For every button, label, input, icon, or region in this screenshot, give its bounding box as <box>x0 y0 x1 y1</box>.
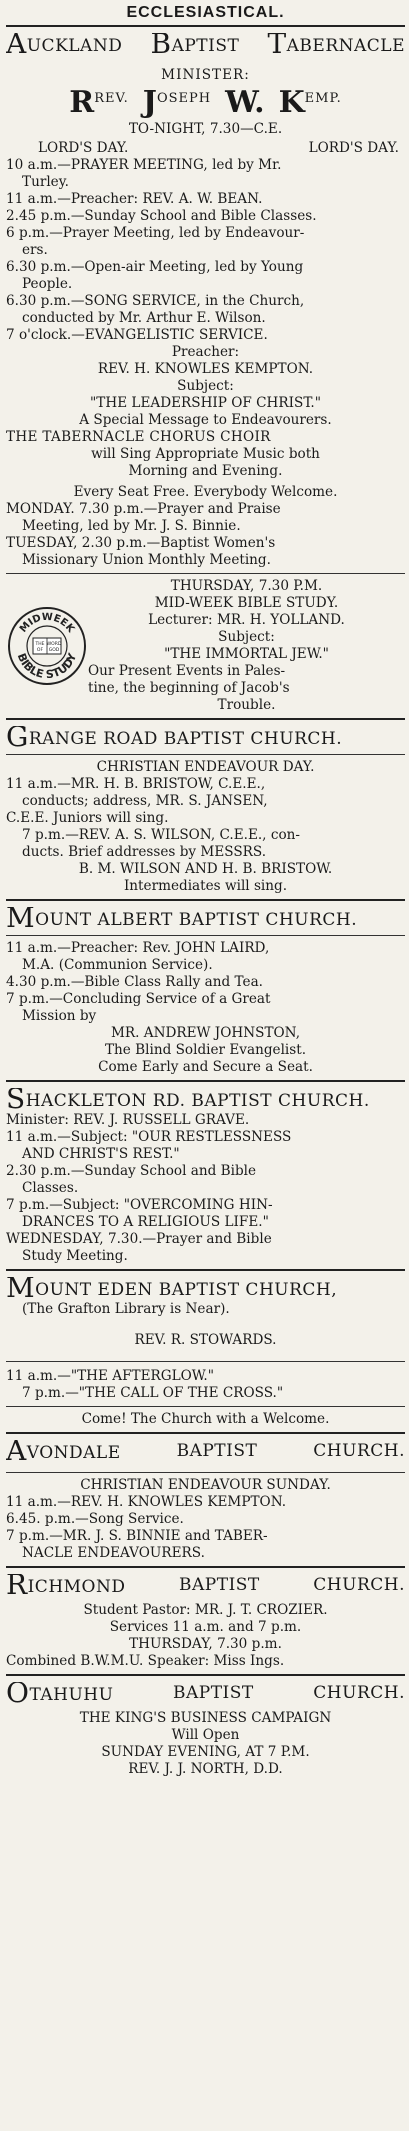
title-text: RANGE ROAD BAPTIST CHURCH. <box>28 729 343 749</box>
service-line: 11 a.m.—MR. H. B. BRISTOW, C.E.E., <box>6 776 266 792</box>
chorus-line: Morning and Evening. <box>128 463 283 479</box>
title-text: CHURCH. <box>313 1683 405 1703</box>
service-line: 11 a.m.—REV. H. KNOWLES KEMPTON. <box>6 1494 287 1510</box>
ad-shackleton-rd <box>6 1082 405 1271</box>
ad-richmond <box>6 1568 405 1676</box>
title-text: BAPTIST <box>176 1441 258 1461</box>
church-title <box>6 1088 405 1112</box>
service-line: conducts; address, MR. S. JANSEN, <box>22 793 268 809</box>
title-drop-cap: G <box>6 726 29 750</box>
midweek-block <box>6 578 405 714</box>
service-line: 7 p.m.—Subject: "OVERCOMING HIN- <box>6 1197 273 1213</box>
title-drop-cap: A <box>6 1440 27 1464</box>
lords-day-row <box>6 138 405 157</box>
service-line: 2.30 p.m.—Sunday School and Bible <box>6 1163 257 1179</box>
service-line: 7 p.m.—REV. A. S. WILSON, C.E.E., con- <box>22 827 300 843</box>
service-line: ducts. Brief addresses by MESSRS. <box>22 844 267 860</box>
service-line: 7 o'clock.—EVANGELISTIC SERVICE. <box>6 327 268 343</box>
church-title <box>6 1440 405 1464</box>
service-line: THE KING'S BUSINESS CAMPAIGN <box>79 1710 332 1726</box>
minister-mid: W. <box>225 85 265 120</box>
midweek-line: Lecturer: MR. H. YOLLAND. <box>148 612 345 628</box>
midweek-bible-study-logo <box>6 578 88 714</box>
service-line: Services 11 a.m. and 7 p.m. <box>109 1619 302 1635</box>
service-line: 11 a.m.—"THE AFTERGLOW." <box>6 1368 214 1384</box>
service-line: 6.45. p.m.—Song Service. <box>6 1511 184 1527</box>
title-text: CHURCH. <box>313 1575 405 1595</box>
service-line: 10 a.m.—PRAYER MEETING, led by Mr. <box>6 157 282 173</box>
service-line: 2.45 p.m.—Sunday School and Bible Classes. <box>6 208 317 224</box>
subject-label: Subject: <box>177 378 234 394</box>
midweek-line: Our Present Events in Pales- <box>88 663 286 679</box>
title-drop-cap: M <box>6 1277 36 1301</box>
minister-name: REV. R. STOWARDS. <box>134 1332 277 1348</box>
church-title <box>6 1682 405 1706</box>
title-text: OUNT ALBERT BAPTIST CHURCH. <box>35 910 358 930</box>
minister-rev: REV. <box>94 91 129 106</box>
title-drop-cap: S <box>6 1088 26 1112</box>
service-line: Intermediates will sing. <box>123 878 288 894</box>
midweek-line: "THE IMMORTAL JEW." <box>164 646 329 662</box>
logo-top-text: MIDWEEK <box>17 611 77 635</box>
service-line: 7 p.m.—Concluding Service of a Great <box>6 991 271 1007</box>
service-line: 7 p.m.—"THE CALL OF THE CROSS." <box>22 1385 284 1401</box>
service-line: People. <box>22 276 73 292</box>
service-line: The Blind Soldier Evangelist. <box>104 1042 307 1058</box>
title-drop-cap: T <box>267 33 287 57</box>
service-line: 6 p.m.—Prayer Meeting, led by Endeavour- <box>6 225 305 241</box>
minister-last-rest: EMP. <box>304 91 342 106</box>
section-heading: CHRISTIAN ENDEAVOUR DAY. <box>96 759 315 775</box>
tuesday-line: TUESDAY, 2.30 p.m.—Baptist Women's <box>6 535 276 551</box>
service-line: Minister: REV. J. RUSSELL GRAVE. <box>6 1112 250 1128</box>
chorus-line: THE TABERNACLE CHORUS CHOIR <box>6 429 271 445</box>
minister-first-drop: J <box>142 85 157 120</box>
divider <box>6 1361 405 1362</box>
title-text: HACKLETON RD. BAPTIST CHURCH. <box>25 1091 370 1111</box>
service-line: 11 a.m.—Subject: "OUR RESTLESSNESS <box>6 1129 292 1145</box>
minister-last-drop: K <box>278 85 305 120</box>
lords-day-left: LORD'S DAY. <box>38 140 129 156</box>
ad-mount-eden <box>6 1271 405 1434</box>
title-drop-cap: M <box>6 907 36 931</box>
church-title <box>6 726 405 750</box>
service-line: Will Open <box>171 1727 240 1743</box>
midweek-line: Trouble. <box>217 697 276 713</box>
service-line: Classes. <box>22 1180 79 1196</box>
church-subtitle: (The Grafton Library is Near). <box>22 1301 230 1317</box>
subject-text: "THE LEADERSHIP OF CHRIST." <box>90 395 321 411</box>
midweek-line: Subject: <box>218 629 275 645</box>
tonight-line: TO-NIGHT, 7.30—C.E. <box>128 121 283 137</box>
divider <box>6 935 405 936</box>
service-line: 7 p.m.—MR. J. S. BINNIE and TABER- <box>6 1528 268 1544</box>
monday-line: Meeting, led by Mr. J. S. Binnie. <box>22 518 241 534</box>
ad-mount-albert <box>6 901 405 1082</box>
midweek-line: THURSDAY, 7.30 P.M. <box>170 578 323 594</box>
divider <box>6 754 405 755</box>
ad-grange-road <box>6 720 405 901</box>
divider <box>6 1406 405 1407</box>
title-text: OUNT EDEN BAPTIST CHURCH, <box>35 1280 338 1300</box>
chorus-line: will Sing Appropriate Music both <box>91 446 320 462</box>
monday-line: MONDAY. 7.30 p.m.—Prayer and Praise <box>6 501 281 517</box>
service-line: 4.30 p.m.—Bible Class Rally and Tea. <box>6 974 264 990</box>
service-line: C.E.E. Juniors will sing. <box>6 810 169 826</box>
title-text: TAHUHU <box>29 1685 114 1705</box>
logo-book-text: WORD <box>46 642 62 647</box>
title-text: UCKLAND <box>26 36 123 56</box>
service-line: 11 a.m.—Preacher: REV. A. W. BEAN. <box>6 191 263 207</box>
logo-book-text: GOD <box>48 648 60 653</box>
service-line: 6.30 p.m.—SONG SERVICE, in the Church, <box>6 293 305 309</box>
ad-avondale <box>6 1434 405 1568</box>
service-line: WEDNESDAY, 7.30.—Prayer and Bible <box>6 1231 272 1247</box>
ad-auckland-tabernacle <box>6 27 405 720</box>
divider <box>6 1472 405 1473</box>
midweek-line: tine, the beginning of Jacob's <box>88 680 290 696</box>
service-line: DRANCES TO A RELIGIOUS LIFE." <box>22 1214 269 1230</box>
service-line: SUNDAY EVENING, AT 7 P.M. <box>101 1744 310 1760</box>
service-line: Mission by <box>22 1008 97 1024</box>
service-line: Turley. <box>22 174 69 190</box>
section-heading: CHRISTIAN ENDEAVOUR SUNDAY. <box>80 1477 331 1493</box>
bible-study-seal-icon <box>7 606 87 686</box>
title-text: ABERNACLE <box>286 36 405 56</box>
service-line: 11 a.m.—Preacher: Rev. JOHN LAIRD, <box>6 940 270 956</box>
service-line: THURSDAY, 7.30 p.m. <box>129 1636 282 1652</box>
service-line: REV. J. J. NORTH, D.D. <box>128 1761 283 1777</box>
divider <box>6 573 405 574</box>
lords-day-right: LORD'S DAY. <box>308 140 399 156</box>
title-text: VONDALE <box>26 1443 121 1463</box>
service-line: Student Pastor: MR. J. T. CROZIER. <box>83 1602 328 1618</box>
church-title <box>6 1277 405 1301</box>
title-drop-cap: B <box>150 33 172 57</box>
logo-book-text: OF <box>36 648 44 653</box>
service-line: Come Early and Secure a Seat. <box>98 1059 313 1075</box>
ad-otahuhu <box>6 1676 405 1778</box>
logo-book-text: THE <box>35 642 45 647</box>
service-line: NACLE ENDEAVOURERS. <box>22 1545 205 1561</box>
preacher-label: Preacher: <box>171 344 240 360</box>
special-message: A Special Message to Endeavourers. <box>79 412 332 428</box>
tuesday-line: Missionary Union Monthly Meeting. <box>22 552 271 568</box>
welcome-line: Every Seat Free. Everybody Welcome. <box>73 484 338 500</box>
title-drop-cap: O <box>6 1682 30 1706</box>
title-text: ICHMOND <box>27 1577 126 1597</box>
midweek-line: MID-WEEK BIBLE STUDY. <box>154 595 339 611</box>
church-title <box>6 907 405 931</box>
midweek-text <box>88 578 405 714</box>
service-line: Study Meeting. <box>22 1248 128 1264</box>
title-text: BAPTIST <box>173 1683 254 1703</box>
service-line: conducted by Mr. Arthur E. Wilson. <box>22 310 266 326</box>
title-text: BAPTIST <box>179 1575 260 1595</box>
welcome-line: Come! The Church with a Welcome. <box>81 1411 330 1427</box>
section-header: ECCLESIASTICAL. <box>6 0 405 27</box>
title-drop-cap: A <box>6 33 27 57</box>
service-line: MR. ANDREW JOHNSTON, <box>110 1025 301 1041</box>
service-line: AND CHRIST'S REST." <box>22 1146 180 1162</box>
service-line: Combined B.W.M.U. Speaker: Miss Ings. <box>6 1653 285 1669</box>
service-line: M.A. (Communion Service). <box>22 957 213 973</box>
minister-name: $R^{REV.}$ $J^{OSEPH}$ W. $K^{EMP.}$ <box>69 85 342 120</box>
service-line: ers. <box>22 242 48 258</box>
preacher-name: REV. H. KNOWLES KEMPTON. <box>97 361 314 377</box>
logo-bottom-text: BIBLE STUDY <box>14 651 80 682</box>
service-line: B. M. WILSON AND H. B. BRISTOW. <box>78 861 333 877</box>
minister-first-rest: OSEPH <box>156 91 212 106</box>
service-line: 6.30 p.m.—Open-air Meeting, led by Young <box>6 259 304 275</box>
church-title <box>6 1574 405 1598</box>
church-title <box>6 33 405 57</box>
minister-label: MINISTER: <box>161 67 250 83</box>
title-text: APTIST <box>171 36 240 56</box>
title-text: CHURCH. <box>313 1441 405 1461</box>
title-drop-cap: R <box>6 1574 28 1598</box>
